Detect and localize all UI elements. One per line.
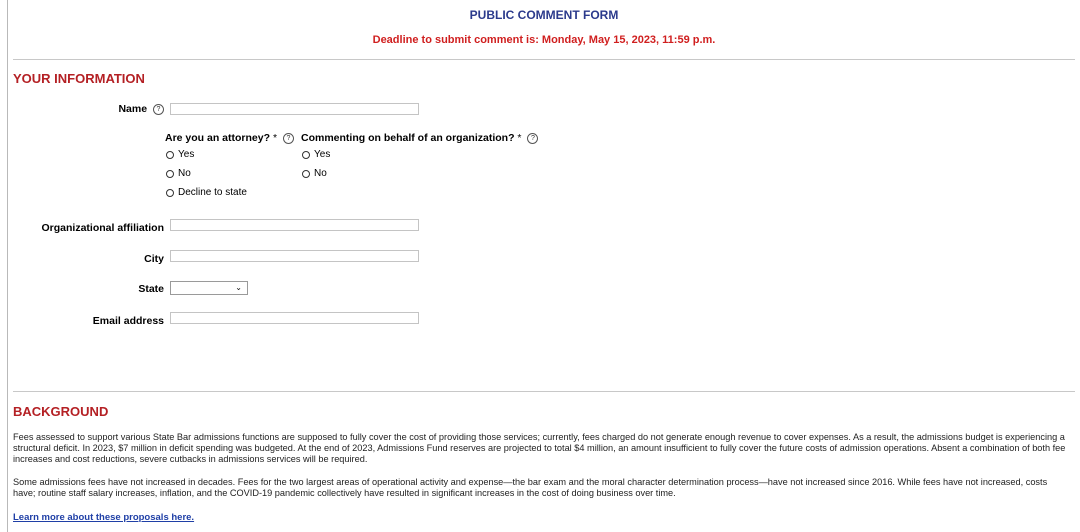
attorney-option-yes[interactable] (166, 149, 194, 160)
email-input[interactable] (170, 312, 419, 324)
required-marker: * (517, 132, 522, 144)
city-input[interactable] (170, 250, 419, 262)
deadline-notice: Deadline to submit comment is: Monday, May 15, 2023, 11:59 p.m. (372, 34, 716, 46)
radio-circle-icon[interactable] (166, 170, 174, 178)
state-select[interactable] (170, 281, 248, 295)
your-information-heading: YOUR INFORMATION (13, 71, 145, 86)
radio-label: No (314, 168, 327, 179)
left-border (7, 0, 8, 532)
attorney-question-text: Are you an attorney? (165, 132, 271, 144)
radio-label: Decline to state (178, 187, 247, 198)
radio-circle-icon[interactable] (302, 151, 310, 159)
learn-more-link[interactable]: Learn more about these proposals here. (13, 512, 195, 523)
affiliation-input[interactable] (170, 219, 419, 231)
attorney-option-decline[interactable] (166, 187, 247, 198)
city-label: City (144, 253, 164, 265)
email-label: Email address (92, 315, 164, 327)
comment-form (13, 0, 1075, 532)
organization-option-yes[interactable] (302, 149, 330, 160)
radio-circle-icon[interactable] (302, 170, 310, 178)
name-label-text: Name (118, 103, 148, 115)
form-title: PUBLIC COMMENT FORM (469, 8, 619, 22)
state-label: State (138, 283, 164, 295)
name-label (13, 103, 164, 115)
radio-circle-icon[interactable] (166, 151, 174, 159)
chevron-down-icon: ⌄ (235, 283, 242, 292)
radio-label: No (178, 168, 191, 179)
organization-question-text: Commenting on behalf of an organization? (301, 132, 515, 144)
help-icon[interactable]: ? (527, 133, 538, 144)
help-icon[interactable]: ? (153, 104, 164, 115)
radio-circle-icon[interactable] (166, 189, 174, 197)
radio-label: Yes (314, 149, 331, 160)
affiliation-label: Organizational affiliation (41, 222, 164, 234)
attorney-option-no[interactable] (166, 168, 191, 179)
background-paragraph: Some admissions fees have not increased in decades. Fees for the two largest areas of operational activity and expense—the bar exam and the moral character determination process—have not increased since 2016. While fees have not increased, costs have; routine staff salary increases, inflation, and the COVID-19 pandemic collectively have resulted in significant increases in the cost of doing business over time. (13, 477, 1048, 498)
background-paragraph: Fees assessed to support various State Bar admissions functions are supposed to fully cover the cost of providing those services; currently, fees charged do not generate enough revenue to cover expenses. As a result, the admissions budget is experiencing a structural deficit. In 2023, $7 million in deficit spending was budgeted. At the end of 2023, Admissions Fund reserves are projected to total $4 million, an amount insufficient to fully cover the future costs of admission operations. Absent a combination of both fee increases and cost reductions, severe cutbacks in admissions services will be required. (13, 432, 1066, 464)
required-marker: * (272, 132, 278, 144)
divider (13, 391, 1075, 392)
help-icon[interactable]: ? (283, 133, 294, 144)
radio-label: Yes (178, 149, 195, 160)
name-input[interactable] (170, 103, 419, 115)
attorney-question (165, 132, 294, 144)
background-heading: BACKGROUND (13, 404, 109, 419)
divider (13, 59, 1075, 60)
organization-question (301, 132, 538, 144)
organization-option-no[interactable] (302, 168, 327, 179)
